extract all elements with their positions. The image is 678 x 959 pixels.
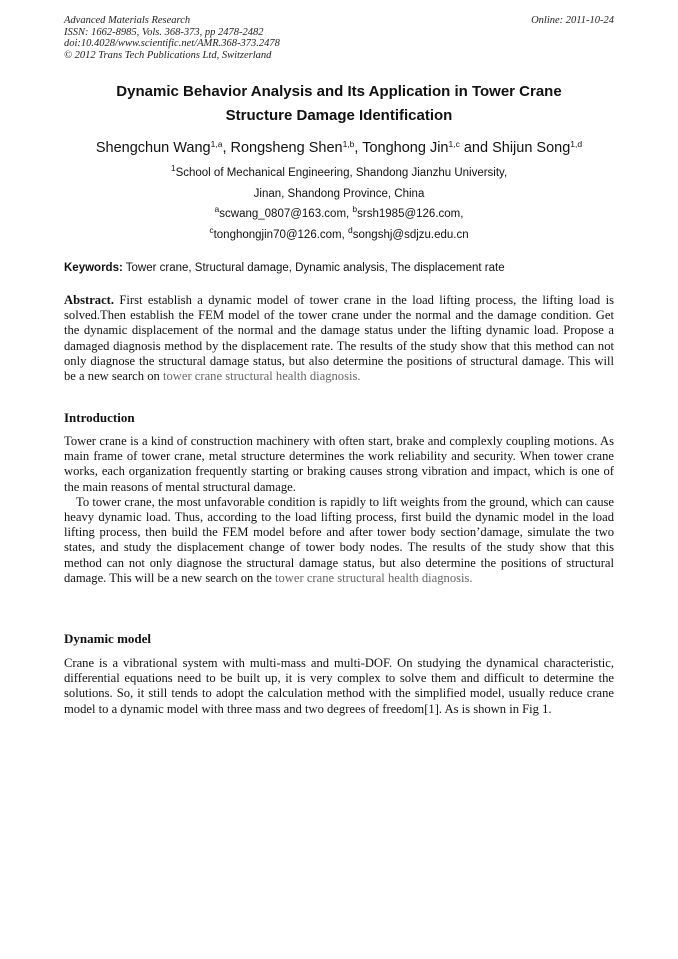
author-separator: , — [354, 140, 363, 156]
email-c: tonghongjin70@126.com, — [213, 228, 349, 241]
author-separator: , — [222, 140, 231, 156]
email-c-sup: c — [209, 224, 214, 235]
keywords-label: Keywords: — [64, 262, 123, 274]
keywords-text: Tower crane, Structural damage, Dynamic analysis, The displacement rate — [122, 262, 505, 274]
author-3-sup: 1,c — [448, 139, 460, 149]
affiliation-line-1 — [64, 163, 614, 184]
abstract-text-grey: tower crane structural health diagnosis. — [162, 369, 361, 384]
introduction-paragraph-2-grey: tower crane structural health diagnosis. — [275, 570, 473, 585]
author-2: Rongsheng Shen — [230, 140, 343, 156]
author-and: and — [459, 140, 493, 156]
abstract — [64, 293, 614, 384]
email-a: scwang_0807@163.com, — [219, 208, 353, 220]
author-4: Shijun Song — [492, 140, 571, 156]
abstract-text: First establish a dynamic model of tower crane in the load lifting process, the lifting load is solved.Then establish the FEM model of the tower crane under the normal and the damage condition. Get the dynamic displacement of the normal and the damage status under the lifting dynamic load. Propose a damaged diagnosis method by the displacement rate. The results of the study show that this method can not only diagnose the structural damage status, but also determine the positions of structural damage. This will be a new search on — [64, 293, 614, 384]
affiliation-line-2: Jinan, Shandong Province, China — [253, 187, 425, 200]
affiliation-text: School of Mechanical Engineering, Shandong Jianzhu University, — [175, 167, 508, 179]
title-line-2: Structure Damage Identification — [225, 107, 453, 124]
online-date: Online: 2011-10-24 — [531, 15, 614, 26]
email-b-sup: b — [352, 204, 358, 214]
paper-title — [64, 80, 614, 128]
abstract-label: Abstract. — [64, 293, 115, 307]
introduction-section — [64, 434, 614, 586]
email-line-1 — [64, 204, 614, 225]
introduction-paragraph-2-text: To tower crane, the most unfavorable condition is rapidly to lift weights from the ground, which can cause heavy dynamic load. Thus, according to the load lifting process, first build the dynamic model in the load lifting process, then build the FEM model before and after tower body section’damage, simulate the two states, and study the displacement change of tower body nodes. The results of the study show that this method can not only diagnose the structural damage status, but also determine the positions of structural damage. This will be a new search on the — [64, 494, 614, 585]
author-list — [40, 140, 638, 156]
introduction-paragraph-2 — [64, 495, 614, 586]
doi-line: doi:10.4028/www.scientific.net/AMR.368-373.2478 — [64, 38, 280, 49]
author-2-sup: 1,b — [342, 139, 355, 149]
dynamic-model-paragraph-1: Crane is a vibrational system with multi-mass and multi-DOF. On studying the dynamical characteristic, differential equations need to be built up, it is very complex to solve them and difficult to determine the solutions. So, it still tends to adopt the calculation method with the simplified model, usually reduce crane model to a dynamic model with three mass and two degrees of freedom[1]. As is shown in Fig 1. — [64, 656, 614, 716]
title-line-1: Dynamic Behavior Analysis and Its Application in Tower Crane — [116, 83, 562, 100]
author-1-sup: 1,a — [210, 139, 223, 149]
journal-header — [64, 15, 280, 61]
introduction-paragraph-1: Tower crane is a kind of construction machinery with often start, brake and complexly coupling motions. As main frame of tower crane, metal structure determines the work reliability and security. When tower crane works, each organization frequently starting or braking causes strong vibration and impact, which is one of the main reasons of mental structural damage. — [64, 434, 614, 494]
keywords — [64, 262, 614, 274]
author-3: Tonghong Jin — [362, 140, 449, 156]
email-a-sup: a — [214, 204, 220, 214]
journal-name: Advanced Materials Research — [64, 15, 191, 26]
author-4-sup: 1,d — [570, 139, 583, 149]
email-d-sup: d — [348, 224, 353, 235]
email-d: songshj@sdjzu.edu.cn — [352, 228, 469, 241]
dynamic-model-section — [64, 656, 614, 717]
affiliation-block — [64, 163, 614, 245]
affiliation-sup: 1 — [170, 163, 176, 173]
issn-line: ISSN: 1662-8985, Vols. 368-373, pp 2478-2482 — [64, 26, 264, 38]
email-line-2 — [64, 225, 614, 246]
dynamic-model-heading: Dynamic model — [64, 631, 152, 646]
email-b: srsh1985@126.com, — [357, 208, 464, 220]
introduction-heading: Introduction — [64, 410, 135, 425]
author-1: Shengchun Wang — [95, 140, 211, 156]
copyright-line: © 2012 Trans Tech Publications Ltd, Switzerland — [64, 49, 272, 61]
